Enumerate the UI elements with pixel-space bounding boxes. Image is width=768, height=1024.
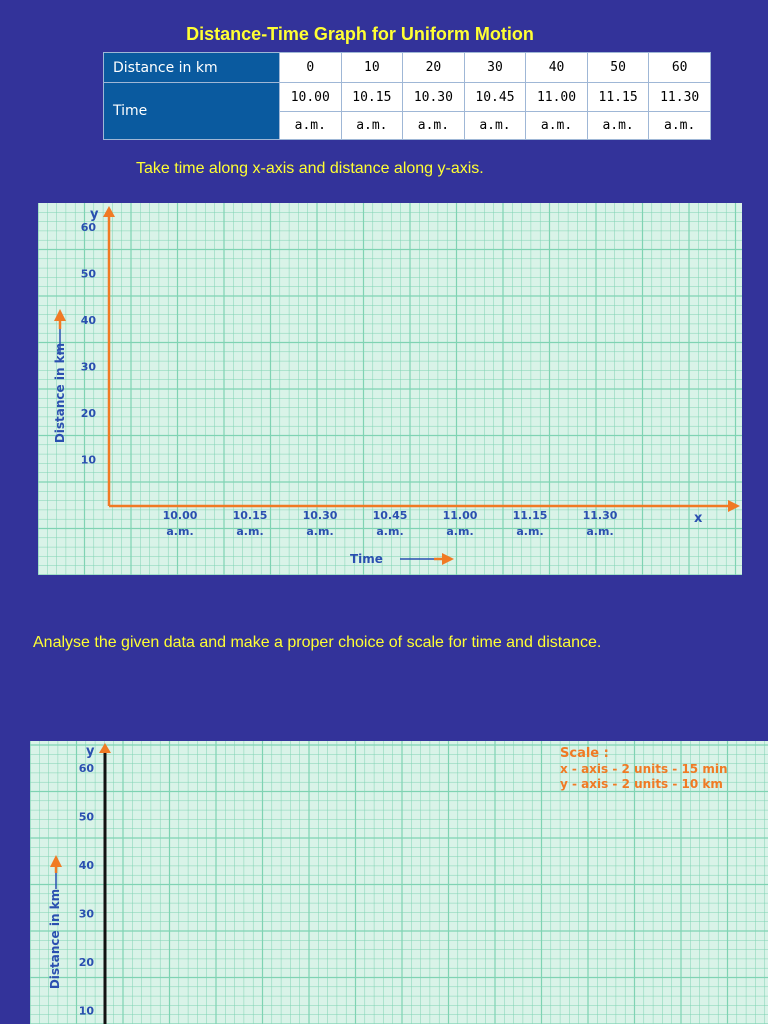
table-row-distance <box>104 53 711 83</box>
meridiem-cell: a.m. <box>587 111 649 139</box>
scale-y-axis: y - axis - 2 units - 10 km <box>560 777 723 791</box>
y-tick-label: 10 <box>80 453 96 467</box>
page-title: Distance-Time Graph for Uniform Motion <box>186 24 534 44</box>
y-axis-label: Distance in km <box>48 888 62 990</box>
data-table <box>103 52 711 140</box>
y-axis-title <box>53 343 67 443</box>
y-tick-label: 30 <box>80 360 96 374</box>
distance-cell: 60 <box>649 53 711 83</box>
y-axis-label: Distance in km <box>53 342 67 444</box>
y-axis-title <box>48 889 62 989</box>
time-cell: 10.00 <box>280 83 342 111</box>
meridiem-cell: a.m. <box>403 111 465 139</box>
graph-paper-1 <box>38 203 742 575</box>
meridiem-cell: a.m. <box>341 111 403 139</box>
y-tick-label: 50 <box>80 267 96 281</box>
y-tick-label: 40 <box>78 859 94 872</box>
distance-cell: 40 <box>526 53 588 83</box>
axes-instruction: Take time along x-axis and distance along y-axis. <box>136 160 484 177</box>
row-label-time: Time <box>104 83 280 140</box>
distance-cell: 30 <box>464 53 526 83</box>
y-tick-label: 30 <box>78 907 94 921</box>
x-tick-label-meridiem: a.m. <box>516 525 544 538</box>
x-tick-label-meridiem: a.m. <box>586 525 614 538</box>
y-axis-letter: y <box>86 744 95 759</box>
row-label-distance: Distance in km <box>104 53 280 83</box>
x-tick-label: 10.15 <box>232 509 268 522</box>
x-tick-label: 10.30 <box>302 509 338 522</box>
meridiem-cell: a.m. <box>464 111 526 139</box>
x-tick-label-meridiem: a.m. <box>376 525 404 538</box>
x-tick-label: 11.00 <box>442 509 478 522</box>
distance-cell: 0 <box>280 53 342 83</box>
y-tick-label: 60 <box>78 762 94 775</box>
y-tick-label: 20 <box>80 407 96 420</box>
time-cell: 10.30 <box>403 83 465 111</box>
x-axis-label: Time <box>350 552 383 566</box>
x-tick-label-meridiem: a.m. <box>166 525 194 538</box>
meridiem-cell: a.m. <box>649 111 711 139</box>
x-tick-label: 10.45 <box>372 509 408 522</box>
time-cell: 10.15 <box>341 83 403 111</box>
x-tick-label-meridiem: a.m. <box>446 525 474 538</box>
table-row-time <box>104 83 711 111</box>
distance-cell: 10 <box>341 53 403 83</box>
distance-cell: 20 <box>403 53 465 83</box>
time-cell: 11.00 <box>526 83 588 111</box>
time-cell: 10.45 <box>464 83 526 111</box>
y-tick-label: 40 <box>80 314 96 327</box>
distance-cell: 50 <box>587 53 649 83</box>
x-tick-label-meridiem: a.m. <box>236 525 264 538</box>
scale-instruction: Analyse the given data and make a proper choice of scale for time and distance. <box>33 634 602 651</box>
x-tick-label: 10.00 <box>162 509 198 522</box>
y-tick-label: 20 <box>78 956 94 969</box>
scale-x-axis: x - axis - 2 units - 15 min <box>560 762 728 776</box>
y-tick-label: 50 <box>78 810 94 824</box>
time-cell: 11.15 <box>587 83 649 111</box>
x-tick-label: 11.30 <box>582 509 618 522</box>
y-tick-label: 10 <box>78 1004 94 1018</box>
scale-title: Scale : <box>560 746 609 761</box>
time-cell: 11.30 <box>649 83 711 111</box>
y-axis-letter: y <box>90 207 99 222</box>
meridiem-cell: a.m. <box>280 111 342 139</box>
y-tick-label: 60 <box>80 221 96 234</box>
x-axis-letter: x <box>694 511 703 526</box>
x-tick-label-meridiem: a.m. <box>306 525 334 538</box>
x-tick-label: 11.15 <box>512 509 548 522</box>
meridiem-cell: a.m. <box>526 111 588 139</box>
graph-paper-2 <box>30 741 768 1024</box>
